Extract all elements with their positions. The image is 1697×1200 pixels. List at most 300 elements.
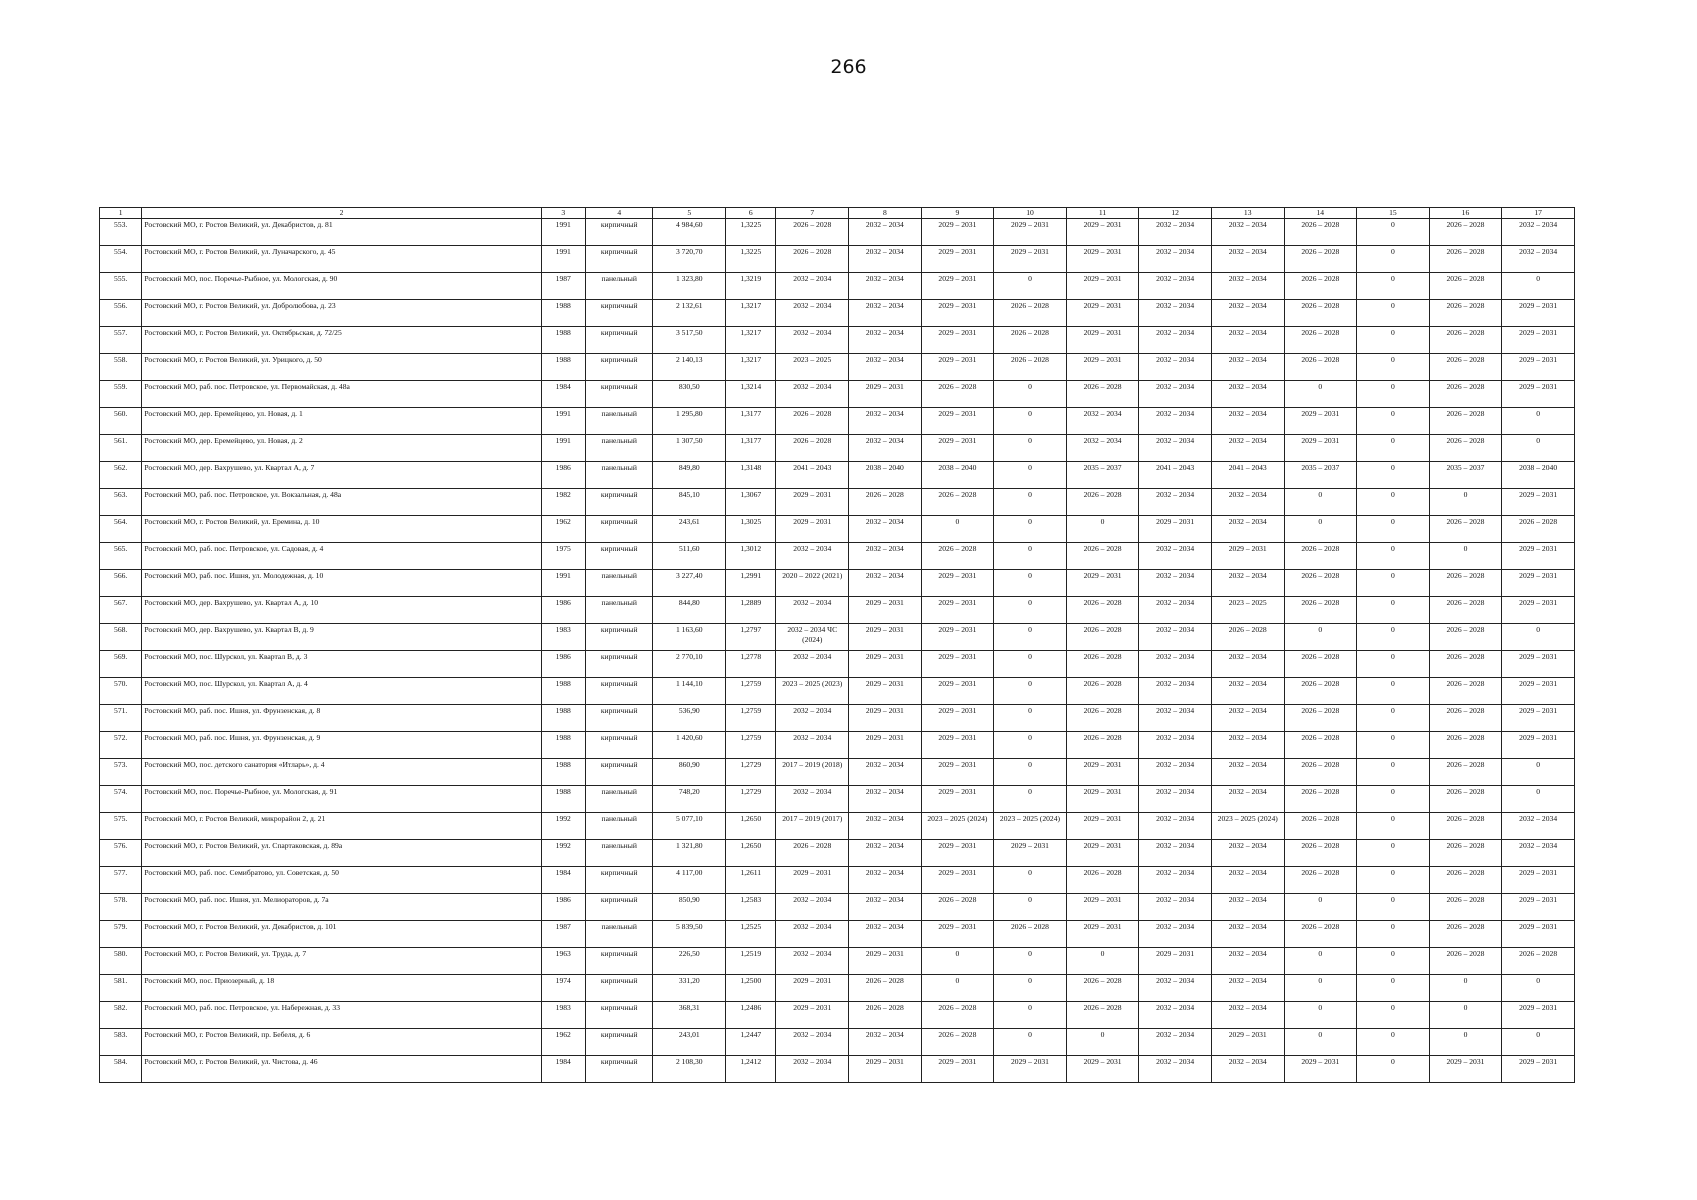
table-cell: 2032 – 2034: [849, 516, 922, 543]
table-cell: 2026 – 2028: [1429, 921, 1502, 948]
table-cell: 0: [1357, 651, 1430, 678]
table-cell: 2029 – 2031: [994, 840, 1067, 867]
column-number-cell: 4: [585, 208, 653, 219]
table-cell: 536,90: [653, 705, 726, 732]
table-cell: 2032 – 2034: [1139, 597, 1212, 624]
table-cell: 2032 – 2034: [1139, 651, 1212, 678]
table-cell: 2029 – 2031: [921, 921, 994, 948]
table-cell: 2026 – 2028: [1284, 570, 1357, 597]
column-number-cell: 6: [726, 208, 776, 219]
table-cell: 850,90: [653, 894, 726, 921]
table-cell: 2023 – 2025 (2024): [1211, 813, 1284, 840]
table-cell: 1,2611: [726, 867, 776, 894]
table-cell: 2026 – 2028: [1429, 894, 1502, 921]
address-cell: Ростовский МО, пос. Шурскол, ул. Квартал В, д. 3: [142, 651, 541, 678]
table-cell: 2032 – 2034: [776, 543, 849, 570]
table-cell: 0: [1284, 975, 1357, 1002]
table-cell: 2032 – 2034: [1211, 759, 1284, 786]
table-cell: 2026 – 2028: [1429, 867, 1502, 894]
table-cell: 1 420,60: [653, 732, 726, 759]
table-cell: 1,2729: [726, 786, 776, 813]
table-cell: 2029 – 2031: [1502, 327, 1575, 354]
table-row: [100, 435, 1575, 462]
column-number-cell: 15: [1357, 208, 1430, 219]
table-cell: 1,2650: [726, 840, 776, 867]
table-cell: 0: [994, 543, 1067, 570]
table-cell: 2029 – 2031: [921, 570, 994, 597]
table-cell: панельный: [585, 813, 653, 840]
table-cell: 2026 – 2028: [776, 246, 849, 273]
table-cell: 1,2486: [726, 1002, 776, 1029]
table-cell: 2032 – 2034: [1211, 840, 1284, 867]
table-cell: 0: [1357, 597, 1430, 624]
table-cell: 2029 – 2031: [921, 219, 994, 246]
table-cell: 2026 – 2028: [921, 489, 994, 516]
table-cell: 2029 – 2031: [1502, 921, 1575, 948]
row-number-cell: 577.: [100, 867, 142, 894]
table-cell: 2032 – 2034: [1139, 543, 1212, 570]
address-cell: Ростовский МО, раб. пос. Ишня, ул. Фрунзенская, д. 8: [142, 705, 541, 732]
table-cell: 1963: [541, 948, 585, 975]
table-cell: 2029 – 2031: [1502, 705, 1575, 732]
table-cell: 0: [994, 273, 1067, 300]
table-cell: 1,3225: [726, 219, 776, 246]
table-cell: 2029 – 2031: [1139, 516, 1212, 543]
row-number-cell: 578.: [100, 894, 142, 921]
table-cell: 0: [1066, 1029, 1139, 1056]
table-cell: 368,31: [653, 1002, 726, 1029]
table-cell: 2026 – 2028: [1284, 651, 1357, 678]
table-cell: кирпичный: [585, 543, 653, 570]
table-cell: 2032 – 2034: [1139, 975, 1212, 1002]
table-cell: 2041 – 2043: [1139, 462, 1212, 489]
table-cell: 2029 – 2031: [994, 246, 1067, 273]
table-cell: 2026 – 2028: [1066, 1002, 1139, 1029]
table-row: [100, 840, 1575, 867]
table-cell: 0: [1502, 786, 1575, 813]
table-cell: 2026 – 2028: [1284, 867, 1357, 894]
table-cell: 2026 – 2028: [921, 1029, 994, 1056]
table-cell: панельный: [585, 840, 653, 867]
table-cell: 5 839,50: [653, 921, 726, 948]
table-cell: 2026 – 2028: [1284, 786, 1357, 813]
table-cell: 1991: [541, 408, 585, 435]
table-cell: кирпичный: [585, 975, 653, 1002]
table-cell: 1962: [541, 1029, 585, 1056]
row-number-cell: 553.: [100, 219, 142, 246]
row-number-cell: 580.: [100, 948, 142, 975]
table-cell: 2029 – 2031: [994, 1056, 1067, 1083]
table-cell: 2032 – 2034: [1139, 624, 1212, 651]
table-cell: 2032 – 2034: [1502, 840, 1575, 867]
table-cell: 2032 – 2034: [849, 300, 922, 327]
table-cell: 2035 – 2037: [1066, 462, 1139, 489]
table-cell: 2026 – 2028: [1211, 624, 1284, 651]
table-cell: 1,2778: [726, 651, 776, 678]
table-cell: 2029 – 2031: [994, 219, 1067, 246]
table-cell: 2023 – 2025 (2024): [994, 813, 1067, 840]
table-cell: 2032 – 2034: [1211, 678, 1284, 705]
table-cell: 0: [1429, 1002, 1502, 1029]
table-cell: 2026 – 2028: [1429, 948, 1502, 975]
table-cell: 4 984,60: [653, 219, 726, 246]
table-cell: 2026 – 2028: [1429, 786, 1502, 813]
address-cell: Ростовский МО, г. Ростов Великий, ул. Октябрьская, д. 72/25: [142, 327, 541, 354]
table-cell: 1,2797: [726, 624, 776, 651]
table-cell: 2032 – 2034: [1211, 381, 1284, 408]
table-cell: 2029 – 2031: [1502, 1056, 1575, 1083]
row-number-cell: 576.: [100, 840, 142, 867]
table-cell: 2032 – 2034: [849, 894, 922, 921]
table-cell: панельный: [585, 462, 653, 489]
table-cell: 1988: [541, 354, 585, 381]
table-cell: 0: [921, 516, 994, 543]
table-cell: 0: [1284, 1002, 1357, 1029]
table-cell: 2026 – 2028: [1429, 246, 1502, 273]
table-cell: 2032 – 2034: [849, 867, 922, 894]
table-cell: 2032 – 2034: [849, 543, 922, 570]
address-cell: Ростовский МО, г. Ростов Великий, ул. Спартаковская, д. 89а: [142, 840, 541, 867]
table-cell: 845,10: [653, 489, 726, 516]
address-cell: Ростовский МО, дер. Еремейцево, ул. Новая, д. 2: [142, 435, 541, 462]
table-cell: 2032 – 2034: [1139, 435, 1212, 462]
table-cell: 2026 – 2028: [1429, 516, 1502, 543]
address-cell: Ростовский МО, пос. Шурскол, ул. Квартал А, д. 4: [142, 678, 541, 705]
table-cell: 1 321,80: [653, 840, 726, 867]
table-cell: 2032 – 2034: [1211, 408, 1284, 435]
table-cell: 2026 – 2028: [1066, 381, 1139, 408]
table-cell: 2032 – 2034: [776, 921, 849, 948]
table-row: [100, 894, 1575, 921]
table-cell: 2029 – 2031: [849, 381, 922, 408]
table-cell: панельный: [585, 597, 653, 624]
column-number-cell: 5: [653, 208, 726, 219]
table-cell: 2 132,61: [653, 300, 726, 327]
table-cell: 1 323,80: [653, 273, 726, 300]
table-cell: 2032 – 2034: [1139, 570, 1212, 597]
table-row: [100, 489, 1575, 516]
table-cell: 2026 – 2028: [1066, 624, 1139, 651]
table-cell: 2029 – 2031: [921, 300, 994, 327]
address-cell: Ростовский МО, раб. пос. Ишня, ул. Фрунзенская, д. 9: [142, 732, 541, 759]
row-number-cell: 560.: [100, 408, 142, 435]
table-cell: 2 140,13: [653, 354, 726, 381]
table-row: [100, 381, 1575, 408]
table-cell: 0: [1357, 219, 1430, 246]
table-cell: 2026 – 2028: [1066, 651, 1139, 678]
table-cell: 0: [1357, 894, 1430, 921]
table-cell: 2032 – 2034: [1139, 1056, 1212, 1083]
table-cell: 2029 – 2031: [921, 435, 994, 462]
table-row: [100, 732, 1575, 759]
table-cell: 0: [994, 462, 1067, 489]
row-number-cell: 570.: [100, 678, 142, 705]
table-cell: 2026 – 2028: [849, 975, 922, 1002]
table-cell: 2026 – 2028: [1429, 840, 1502, 867]
table-cell: 2026 – 2028: [1284, 246, 1357, 273]
table-cell: 2029 – 2031: [1284, 408, 1357, 435]
table-cell: 0: [1284, 894, 1357, 921]
table-cell: 511,60: [653, 543, 726, 570]
table-cell: 0: [1357, 786, 1430, 813]
table-cell: 2032 – 2034: [1211, 948, 1284, 975]
table-cell: 2023 – 2025: [776, 354, 849, 381]
table-cell: 2029 – 2031: [776, 516, 849, 543]
table-cell: кирпичный: [585, 705, 653, 732]
table-cell: 2032 – 2034: [1139, 219, 1212, 246]
table-cell: 0: [1357, 543, 1430, 570]
table-cell: 2026 – 2028: [921, 381, 994, 408]
table-cell: 2026 – 2028: [1429, 273, 1502, 300]
table-cell: 0: [1502, 273, 1575, 300]
table-cell: 1,3217: [726, 327, 776, 354]
table-cell: 2026 – 2028: [1284, 354, 1357, 381]
table-row: [100, 327, 1575, 354]
table-cell: 2026 – 2028: [776, 840, 849, 867]
table-cell: 1984: [541, 867, 585, 894]
table-cell: 2026 – 2028: [1429, 327, 1502, 354]
table-cell: 2032 – 2034: [849, 921, 922, 948]
table-cell: 1984: [541, 381, 585, 408]
table-cell: 2029 – 2031: [1066, 921, 1139, 948]
column-number-cell: 13: [1211, 208, 1284, 219]
table-cell: 2032 – 2034: [1139, 867, 1212, 894]
table-cell: 2041 – 2043: [1211, 462, 1284, 489]
address-cell: Ростовский МО, дер. Вахрушево, ул. Квартал А, д. 10: [142, 597, 541, 624]
table-cell: 2032 – 2034: [849, 408, 922, 435]
table-cell: 2032 – 2034: [776, 300, 849, 327]
table-cell: 1988: [541, 300, 585, 327]
table-cell: 1988: [541, 327, 585, 354]
table-cell: 0: [1284, 516, 1357, 543]
table-cell: 0: [1284, 948, 1357, 975]
address-cell: Ростовский МО, пос. Поречье-Рыбное, ул. Мологская, д. 91: [142, 786, 541, 813]
address-cell: Ростовский МО, раб. пос. Ишня, ул. Молодежная, д. 10: [142, 570, 541, 597]
table-cell: 1987: [541, 273, 585, 300]
table-cell: 2026 – 2028: [1066, 489, 1139, 516]
table-cell: 2032 – 2034: [849, 273, 922, 300]
table-row: [100, 705, 1575, 732]
table-cell: 2041 – 2043: [776, 462, 849, 489]
table-cell: кирпичный: [585, 651, 653, 678]
table-cell: 2032 – 2034: [1139, 732, 1212, 759]
table-cell: 0: [1357, 732, 1430, 759]
table-row: [100, 408, 1575, 435]
table-cell: 0: [1357, 921, 1430, 948]
table-cell: 2026 – 2028: [1284, 219, 1357, 246]
table-cell: 0: [1284, 489, 1357, 516]
table-cell: 2032 – 2034: [776, 651, 849, 678]
table-cell: 0: [1502, 975, 1575, 1002]
table-cell: 2029 – 2031: [1066, 219, 1139, 246]
table-cell: 0: [1357, 354, 1430, 381]
table-row: [100, 624, 1575, 651]
table-cell: 0: [994, 1029, 1067, 1056]
table-cell: 2026 – 2028: [994, 300, 1067, 327]
address-cell: Ростовский МО, г. Ростов Великий, ул. Декабристов, д. 81: [142, 219, 541, 246]
table-cell: 1986: [541, 462, 585, 489]
table-cell: 1991: [541, 570, 585, 597]
table-cell: 2026 – 2028: [1429, 732, 1502, 759]
table-cell: 0: [994, 381, 1067, 408]
table-cell: 1,3177: [726, 435, 776, 462]
column-number-cell: 1: [100, 208, 142, 219]
table-cell: 2032 – 2034: [1139, 921, 1212, 948]
table-cell: 2026 – 2028: [1066, 597, 1139, 624]
table-cell: 2029 – 2031: [921, 246, 994, 273]
table-cell: 0: [1502, 759, 1575, 786]
table-cell: 2029 – 2031: [921, 732, 994, 759]
table-cell: 226,50: [653, 948, 726, 975]
table-cell: 2029 – 2031: [776, 489, 849, 516]
table-cell: 2032 – 2034: [1139, 840, 1212, 867]
table-cell: 1,2729: [726, 759, 776, 786]
table-cell: 1,2650: [726, 813, 776, 840]
table-cell: 0: [1357, 759, 1430, 786]
table-cell: панельный: [585, 273, 653, 300]
table-cell: 2017 – 2019 (2018): [776, 759, 849, 786]
table-cell: 2029 – 2031: [1066, 327, 1139, 354]
table-cell: 2026 – 2028: [1066, 678, 1139, 705]
address-cell: Ростовский МО, дер. Вахрушево, ул. Квартал В, д. 9: [142, 624, 541, 651]
table-cell: 0: [1357, 678, 1430, 705]
table-cell: 2026 – 2028: [1284, 921, 1357, 948]
table-cell: 1,2759: [726, 705, 776, 732]
address-cell: Ростовский МО, раб. пос. Петровское, ул. Вокзальная, д. 48а: [142, 489, 541, 516]
table-cell: 2032 – 2034: [1211, 867, 1284, 894]
table-cell: 0: [1502, 1029, 1575, 1056]
table-cell: 0: [1357, 975, 1430, 1002]
table-cell: панельный: [585, 570, 653, 597]
table-cell: 2032 – 2034: [1139, 381, 1212, 408]
table-cell: 1986: [541, 894, 585, 921]
table-row: [100, 1056, 1575, 1083]
table-cell: 2 770,10: [653, 651, 726, 678]
table-row: [100, 1002, 1575, 1029]
table-cell: кирпичный: [585, 948, 653, 975]
address-cell: Ростовский МО, г. Ростов Великий, ул. Труда, д. 7: [142, 948, 541, 975]
table-cell: 2029 – 2031: [1066, 894, 1139, 921]
table-cell: 2032 – 2034: [1139, 327, 1212, 354]
table-cell: 2029 – 2031: [1284, 1056, 1357, 1083]
table-cell: 2029 – 2031: [849, 624, 922, 651]
table-cell: 2026 – 2028: [1284, 732, 1357, 759]
table-cell: 2032 – 2034: [776, 948, 849, 975]
table-cell: 2029 – 2031: [1066, 786, 1139, 813]
table-cell: 2029 – 2031: [849, 948, 922, 975]
row-number-cell: 567.: [100, 597, 142, 624]
table-cell: 2032 – 2034: [1211, 570, 1284, 597]
table-cell: 2026 – 2028: [1429, 759, 1502, 786]
table-cell: 2032 – 2034: [1211, 894, 1284, 921]
column-number-cell: 10: [994, 208, 1067, 219]
table-cell: 2029 – 2031: [776, 975, 849, 1002]
row-number-cell: 583.: [100, 1029, 142, 1056]
table-cell: 2029 – 2031: [1284, 435, 1357, 462]
table-cell: 2026 – 2028: [994, 354, 1067, 381]
table-cell: 2029 – 2031: [1502, 543, 1575, 570]
table-cell: 0: [1357, 435, 1430, 462]
table-cell: 2032 – 2034: [1139, 273, 1212, 300]
table-cell: 0: [994, 435, 1067, 462]
table-cell: 2038 – 2040: [1502, 462, 1575, 489]
table-cell: 2026 – 2028: [1284, 813, 1357, 840]
table-cell: кирпичный: [585, 246, 653, 273]
table-cell: 2023 – 2025: [1211, 597, 1284, 624]
address-cell: Ростовский МО, г. Ростов Великий, микрорайон 2, д. 21: [142, 813, 541, 840]
table-header-row: [100, 208, 1575, 219]
table-cell: 1988: [541, 786, 585, 813]
table-cell: 0: [1357, 516, 1430, 543]
table-cell: панельный: [585, 408, 653, 435]
table-cell: 2029 – 2031: [921, 327, 994, 354]
table-row: [100, 867, 1575, 894]
table-cell: 2017 – 2019 (2017): [776, 813, 849, 840]
table-cell: 2029 – 2031: [1502, 381, 1575, 408]
table-cell: 0: [994, 894, 1067, 921]
table-cell: кирпичный: [585, 327, 653, 354]
table-cell: 2026 – 2028: [921, 1002, 994, 1029]
table-cell: 2026 – 2028: [1284, 678, 1357, 705]
table-cell: 2 108,30: [653, 1056, 726, 1083]
address-cell: Ростовский МО, пос. детского санатория «Итларь», д. 4: [142, 759, 541, 786]
table-cell: 2029 – 2031: [849, 732, 922, 759]
table-row: [100, 543, 1575, 570]
table-row: [100, 300, 1575, 327]
row-number-cell: 565.: [100, 543, 142, 570]
table-cell: 2029 – 2031: [1502, 678, 1575, 705]
table-cell: 2026 – 2028: [921, 894, 994, 921]
table-row: [100, 219, 1575, 246]
address-cell: Ростовский МО, пос. Поречье-Рыбное, ул. Мологская, д. 90: [142, 273, 541, 300]
table-cell: 2035 – 2037: [1284, 462, 1357, 489]
table-cell: 2029 – 2031: [849, 705, 922, 732]
table-cell: 2029 – 2031: [1139, 948, 1212, 975]
table-cell: 2032 – 2034: [1211, 1002, 1284, 1029]
table-cell: 2029 – 2031: [1066, 840, 1139, 867]
row-number-cell: 556.: [100, 300, 142, 327]
table-cell: 2032 – 2034: [1139, 786, 1212, 813]
table-cell: 2026 – 2028: [1429, 705, 1502, 732]
table-cell: 0: [1357, 1056, 1430, 1083]
table-cell: 2029 – 2031: [1066, 1056, 1139, 1083]
table-cell: 0: [1357, 300, 1430, 327]
table-cell: 2026 – 2028: [1429, 570, 1502, 597]
table-cell: 2032 – 2034: [1139, 894, 1212, 921]
table-cell: 2023 – 2025 (2024): [921, 813, 994, 840]
table-cell: 0: [994, 867, 1067, 894]
table-cell: 1992: [541, 840, 585, 867]
address-cell: Ростовский МО, дер. Вахрушево, ул. Квартал А, д. 7: [142, 462, 541, 489]
table-cell: 2029 – 2031: [921, 273, 994, 300]
table-cell: 0: [1284, 624, 1357, 651]
table-cell: 2029 – 2031: [921, 759, 994, 786]
address-cell: Ростовский МО, раб. пос. Петровское, ул. Садовая, д. 4: [142, 543, 541, 570]
row-number-cell: 555.: [100, 273, 142, 300]
table-cell: 1983: [541, 624, 585, 651]
table-cell: 3 720,70: [653, 246, 726, 273]
table-cell: 2032 – 2034: [1139, 300, 1212, 327]
table-cell: 2026 – 2028: [994, 921, 1067, 948]
address-cell: Ростовский МО, раб. пос. Петровское, ул. Набережная, д. 33: [142, 1002, 541, 1029]
table-cell: 0: [994, 948, 1067, 975]
table-cell: 2026 – 2028: [849, 489, 922, 516]
address-cell: Ростовский МО, г. Ростов Великий, ул. Еремина, д. 10: [142, 516, 541, 543]
table-row: [100, 813, 1575, 840]
table-cell: кирпичный: [585, 516, 653, 543]
table-cell: 2032 – 2034: [1211, 219, 1284, 246]
table-cell: 1,2759: [726, 732, 776, 759]
